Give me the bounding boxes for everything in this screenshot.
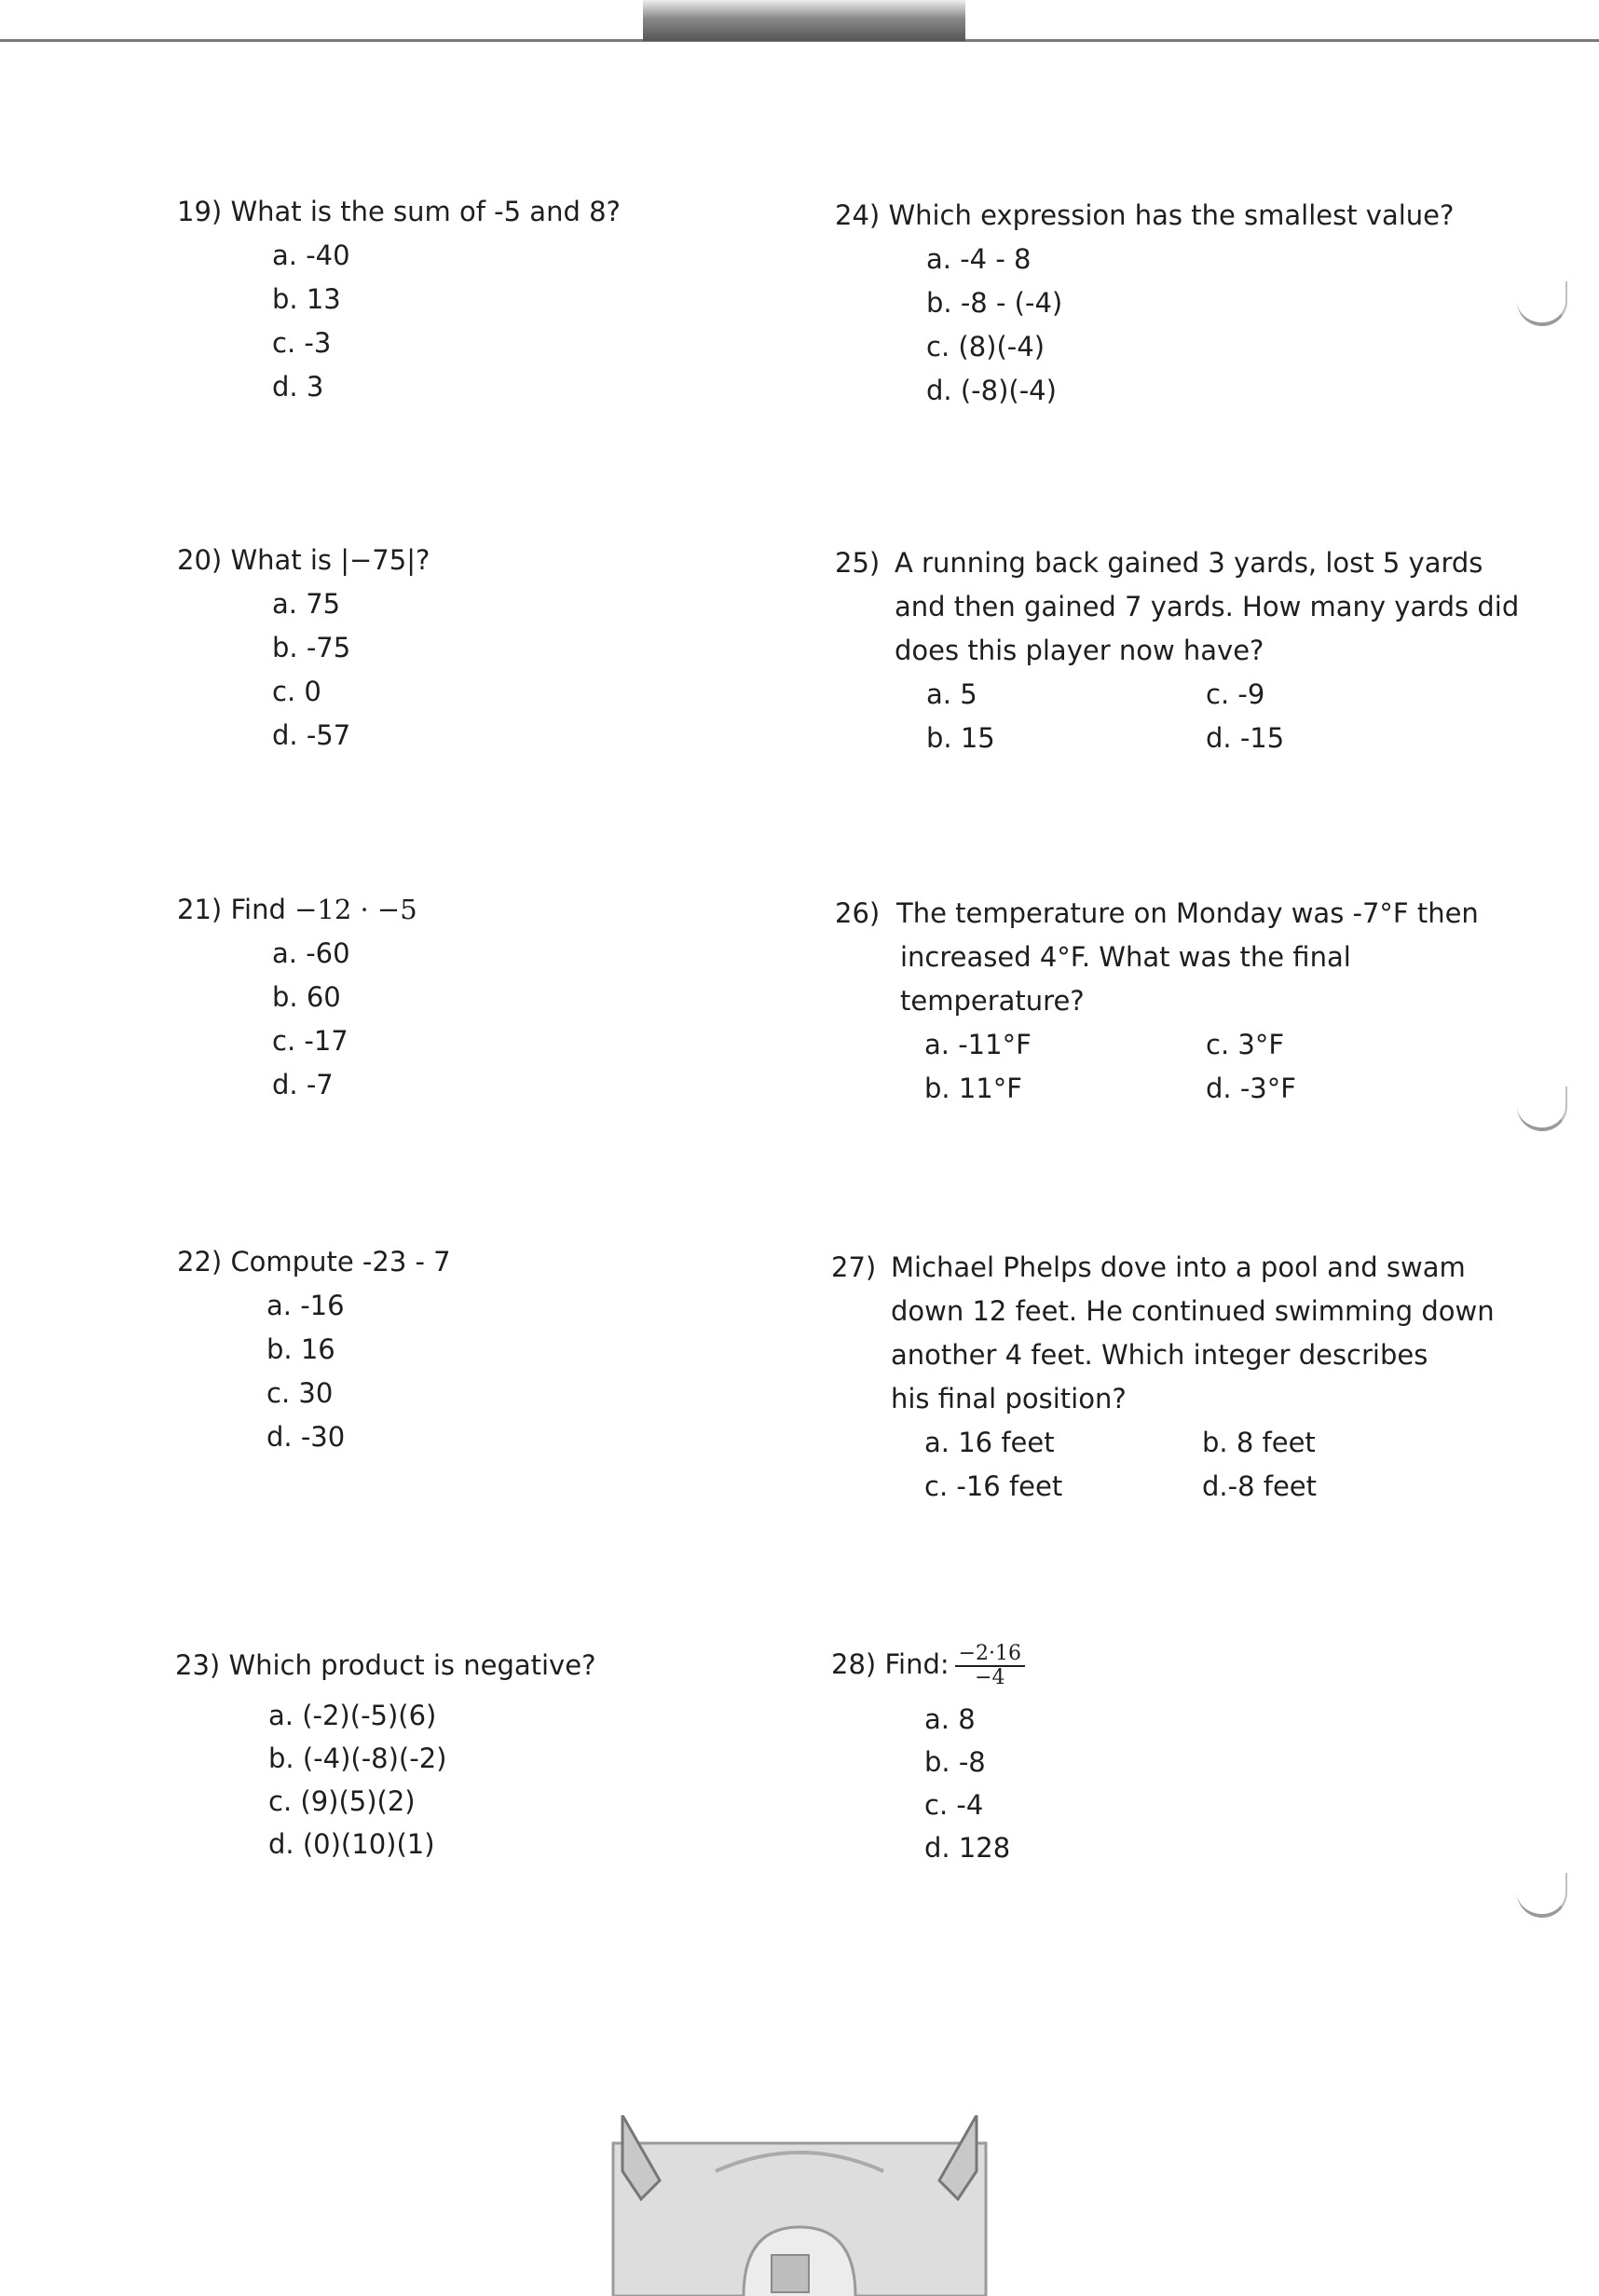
choice-c: c. 3°F bbox=[1206, 1029, 1285, 1060]
question-number: 26) bbox=[835, 897, 881, 929]
choice-d: d. -7 bbox=[272, 1069, 334, 1100]
choice-d: d. (0)(10)(1) bbox=[268, 1828, 435, 1860]
choice-b: b. 15 bbox=[926, 722, 995, 754]
choice-c: c. (8)(-4) bbox=[926, 331, 1046, 362]
choice-b: b. (-4)(-8)(-2) bbox=[268, 1742, 447, 1774]
question-stem-line-4: his final position? bbox=[891, 1383, 1127, 1414]
choice-b: b. 11°F bbox=[924, 1073, 1022, 1104]
choice-d: d. -3°F bbox=[1206, 1073, 1296, 1104]
question-stem: 20) What is |−75|? bbox=[177, 544, 430, 576]
question-stem-line-2: and then gained 7 yards. How many yards did bbox=[895, 591, 1520, 622]
choice-a: a. -16 bbox=[266, 1290, 345, 1321]
question-27 bbox=[831, 1246, 1502, 1516]
choice-c: c. 0 bbox=[272, 676, 321, 707]
question-stem-line-1: Michael Phelps dove into a pool and swam bbox=[891, 1251, 1466, 1283]
choice-a: a. -60 bbox=[272, 937, 350, 969]
question-number: 27) bbox=[831, 1251, 877, 1283]
choice-b: b. -75 bbox=[272, 632, 351, 663]
scanner-clip-graphic bbox=[604, 2115, 995, 2296]
question-25 bbox=[835, 541, 1520, 765]
question-stem-line-1: A running back gained 3 yards, lost 5 yards bbox=[895, 547, 1483, 579]
choice-c: c. 30 bbox=[266, 1377, 334, 1409]
choice-d: d. 3 bbox=[272, 371, 324, 403]
question-24 bbox=[835, 194, 1506, 417]
choice-c: c. -17 bbox=[272, 1025, 348, 1057]
choice-a: a. 75 bbox=[272, 588, 341, 620]
scanner-shadow-bar bbox=[643, 0, 965, 41]
choice-b: b. -8 bbox=[924, 1746, 986, 1778]
binder-hole bbox=[1517, 281, 1567, 326]
choice-a: a. 8 bbox=[924, 1703, 976, 1735]
choice-d: d. -30 bbox=[266, 1421, 346, 1453]
choice-d: d. (-8)(-4) bbox=[926, 375, 1057, 406]
choice-c: c. -3 bbox=[272, 327, 332, 359]
choice-d: d. -57 bbox=[272, 719, 351, 751]
choice-b: b. 8 feet bbox=[1202, 1427, 1316, 1458]
question-stem: 22) Compute -23 - 7 bbox=[177, 1246, 451, 1278]
question-stem-line-3: does this player now have? bbox=[895, 635, 1264, 666]
question-23 bbox=[175, 1644, 697, 1867]
choice-b: b. 60 bbox=[272, 981, 341, 1013]
math-expression: −12 · −5 bbox=[294, 894, 417, 925]
question-19 bbox=[177, 190, 699, 414]
fraction-numerator: −2·16 bbox=[955, 1643, 1025, 1667]
question-22 bbox=[177, 1240, 699, 1464]
choice-b: b. 16 bbox=[266, 1333, 335, 1365]
question-20 bbox=[177, 539, 699, 762]
question-stem-line-2: increased 4°F. What was the final bbox=[900, 941, 1351, 973]
choice-a: a. 5 bbox=[926, 678, 977, 710]
question-stem-line-3: another 4 feet. Which integer describes bbox=[891, 1339, 1428, 1371]
question-stem-line-1: The temperature on Monday was -7°F then bbox=[896, 897, 1479, 929]
choice-d: d.-8 feet bbox=[1202, 1470, 1318, 1502]
choice-c: c. (9)(5)(2) bbox=[268, 1785, 416, 1817]
binder-hole bbox=[1517, 1873, 1567, 1918]
fraction bbox=[955, 1643, 1025, 1689]
choice-c: c. -4 bbox=[924, 1789, 984, 1821]
question-stem-line-2: down 12 feet. He continued swimming down bbox=[891, 1295, 1495, 1327]
choice-a: a. 16 feet bbox=[924, 1427, 1055, 1458]
fraction-denominator: −4 bbox=[975, 1666, 1005, 1689]
question-26 bbox=[835, 892, 1506, 1115]
choice-a: a. (-2)(-5)(6) bbox=[268, 1700, 437, 1731]
question-stem: 24) Which expression has the smallest value? bbox=[835, 199, 1455, 231]
choice-a: a. -40 bbox=[272, 239, 350, 271]
choice-a: a. -4 - 8 bbox=[926, 243, 1032, 275]
question-stem: 21) Find −12 · −5 bbox=[177, 894, 417, 925]
choice-d: d. -15 bbox=[1206, 722, 1285, 754]
choice-b: b. 13 bbox=[272, 283, 341, 315]
question-21 bbox=[177, 888, 699, 1112]
binder-hole bbox=[1517, 1086, 1567, 1131]
choice-b: b. -8 - (-4) bbox=[926, 287, 1063, 319]
question-stem-line-3: temperature? bbox=[900, 985, 1085, 1017]
question-stem: 23) Which product is negative? bbox=[175, 1649, 596, 1681]
question-stem: 28) Find: $\frac{-2\cdot 16}{-4}$ bbox=[831, 1636, 1502, 1692]
choice-c: c. -9 bbox=[1206, 678, 1265, 710]
question-stem: 19) What is the sum of -5 and 8? bbox=[177, 196, 621, 227]
choice-a: a. -11°F bbox=[924, 1029, 1032, 1060]
question-28 bbox=[831, 1636, 1502, 1879]
choice-c: c. -16 feet bbox=[924, 1470, 1063, 1502]
choice-d: d. 128 bbox=[924, 1832, 1011, 1864]
question-number: 25) bbox=[835, 547, 881, 579]
